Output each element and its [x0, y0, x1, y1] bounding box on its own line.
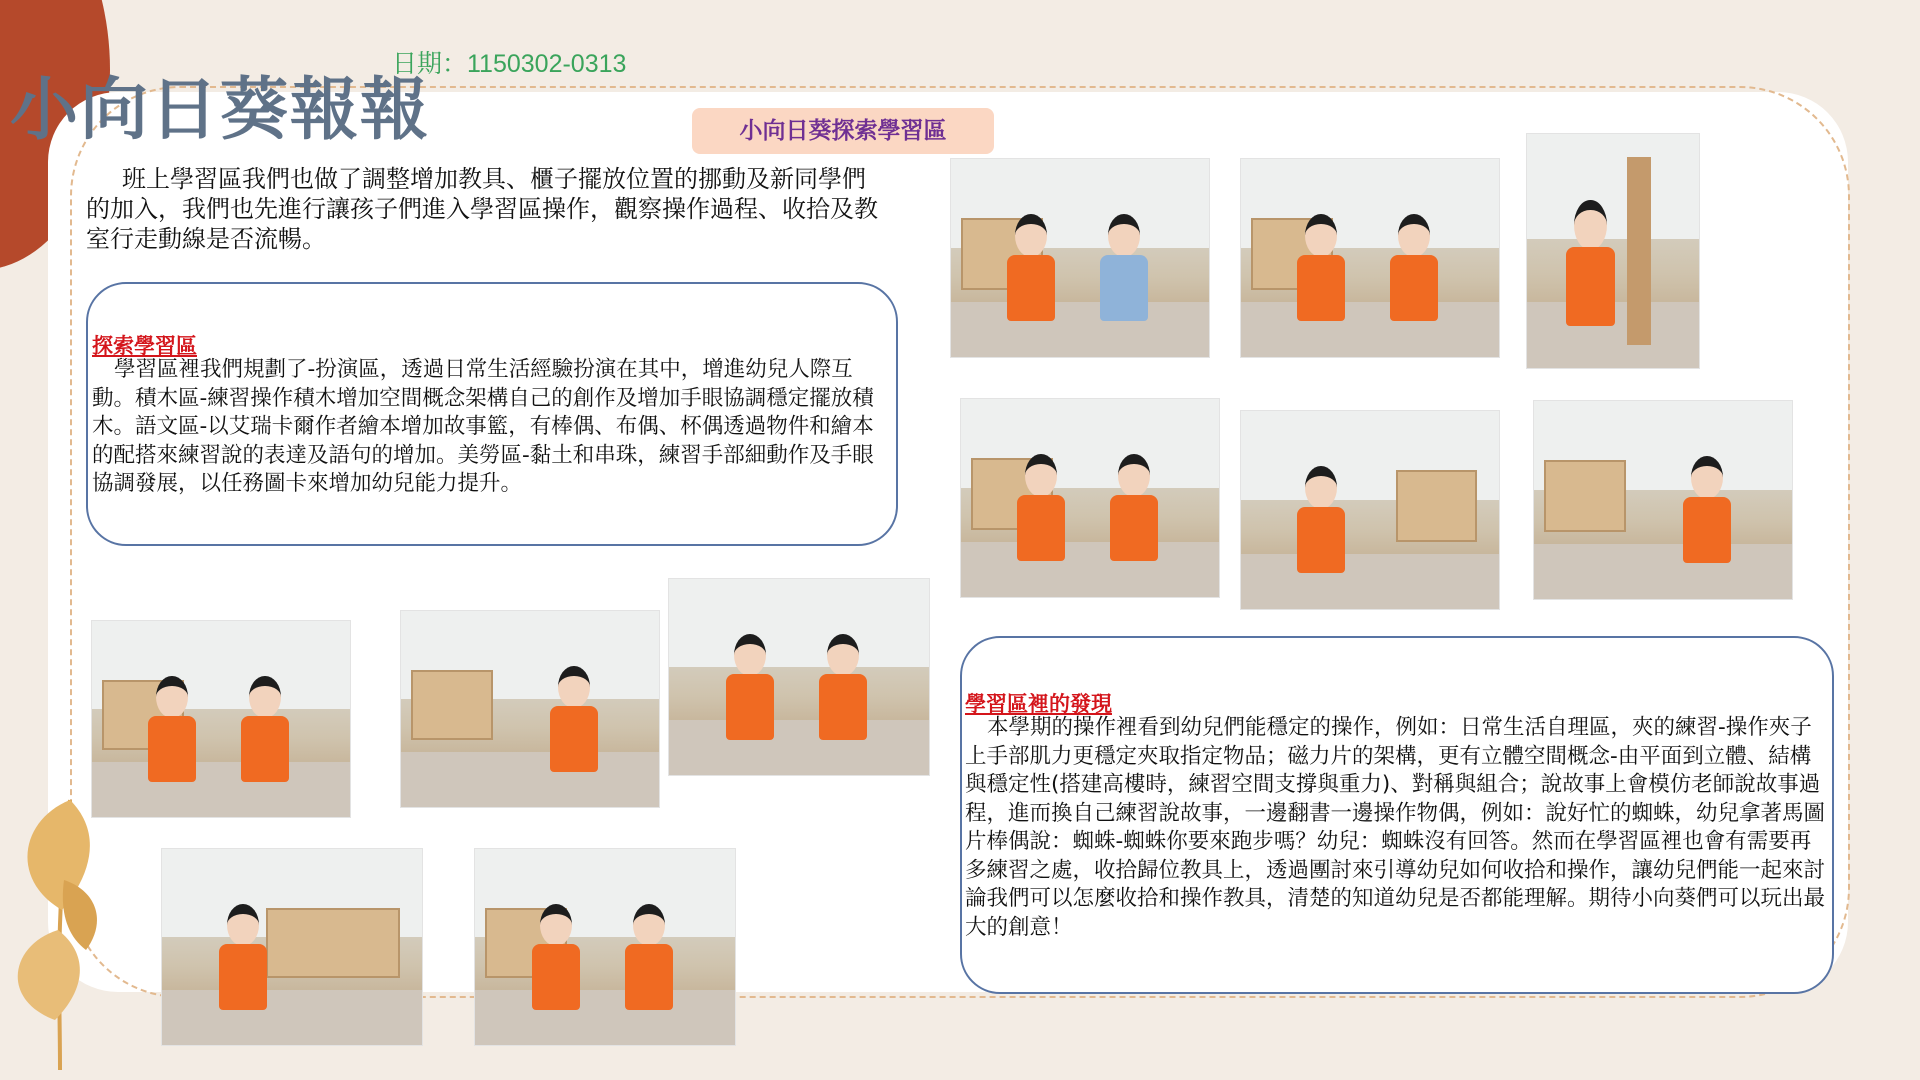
findings-section-box: [960, 636, 1834, 994]
photo-4: [960, 398, 1220, 598]
photo-10: [161, 848, 423, 1046]
photo-2: [1240, 158, 1500, 358]
explore-section-box: [86, 282, 898, 546]
explore-heading: 探索學習區: [92, 334, 197, 358]
page-title: 小向日葵報報: [10, 71, 431, 150]
photo-1: [950, 158, 1210, 358]
photo-6: [1533, 400, 1793, 600]
section-title-pill: 小向日葵探索學習區: [692, 108, 994, 154]
photo-7: [91, 620, 351, 818]
photo-8: [400, 610, 660, 808]
photo-9: [668, 578, 930, 776]
photo-5: [1240, 410, 1500, 610]
findings-text: 本學期的操作裡看到幼兒們能穩定的操作，例如：日常生活自理區，夾的練習-操作夾子上手部肌力更穩定夾取指定物品；磁力片的架構，更有立體空間概念-由平面到立體、結構與穩定性(搭建高樓時，練習空間支撐與重力)、對稱與組合；說故事上會模仿老師說故事過程，進而換自己練習說故事，一邊翻書一邊操作物偶，例如：說好忙的蜘蛛，幼兒拿著馬圖片棒偶說：蜘蛛-蜘蛛你要來跑步嗎？幼兒：蜘蛛沒有回答。然而在學習區裡也會有需要再多練習之處，收拾歸位教具上，透過團討來引導幼兒如何收拾和操作，讓幼兒們能一起來討論我們可以怎麼收拾和操作教具，清楚的知道幼兒是否都能理解。期待小向葵們可以玩出最大的創意！: [965, 715, 1826, 940]
date-label: 日期：1150302-0313: [392, 50, 627, 78]
findings-heading: 學習區裡的發現: [965, 692, 1112, 716]
photo-11: [474, 848, 736, 1046]
photo-3: [1526, 133, 1700, 369]
intro-paragraph: 班上學習區我們也做了調整增加教具、櫃子擺放位置的挪動及新同學們的加入，我們也先進行讓孩子們進入學習區操作，觀察操作過程、收拾及教室行走動線是否流暢。: [86, 165, 878, 253]
explore-text: 學習區裡我們規劃了-扮演區，透過日常生活經驗扮演在其中，增進幼兒人際互動。積木區-練習操作積木增加空間概念架構自己的創作及增加手眼協調穩定擺放積木。語文區-以艾瑞卡爾作者繪本增加故事籃，有棒偶、布偶、杯偶透過物件和繪本的配搭來練習說的表達及語句的增加。美勞區-黏土和串珠，練習手部細動作及手眼協調發展，以任務圖卡來增加幼兒能力提升。: [92, 357, 874, 496]
